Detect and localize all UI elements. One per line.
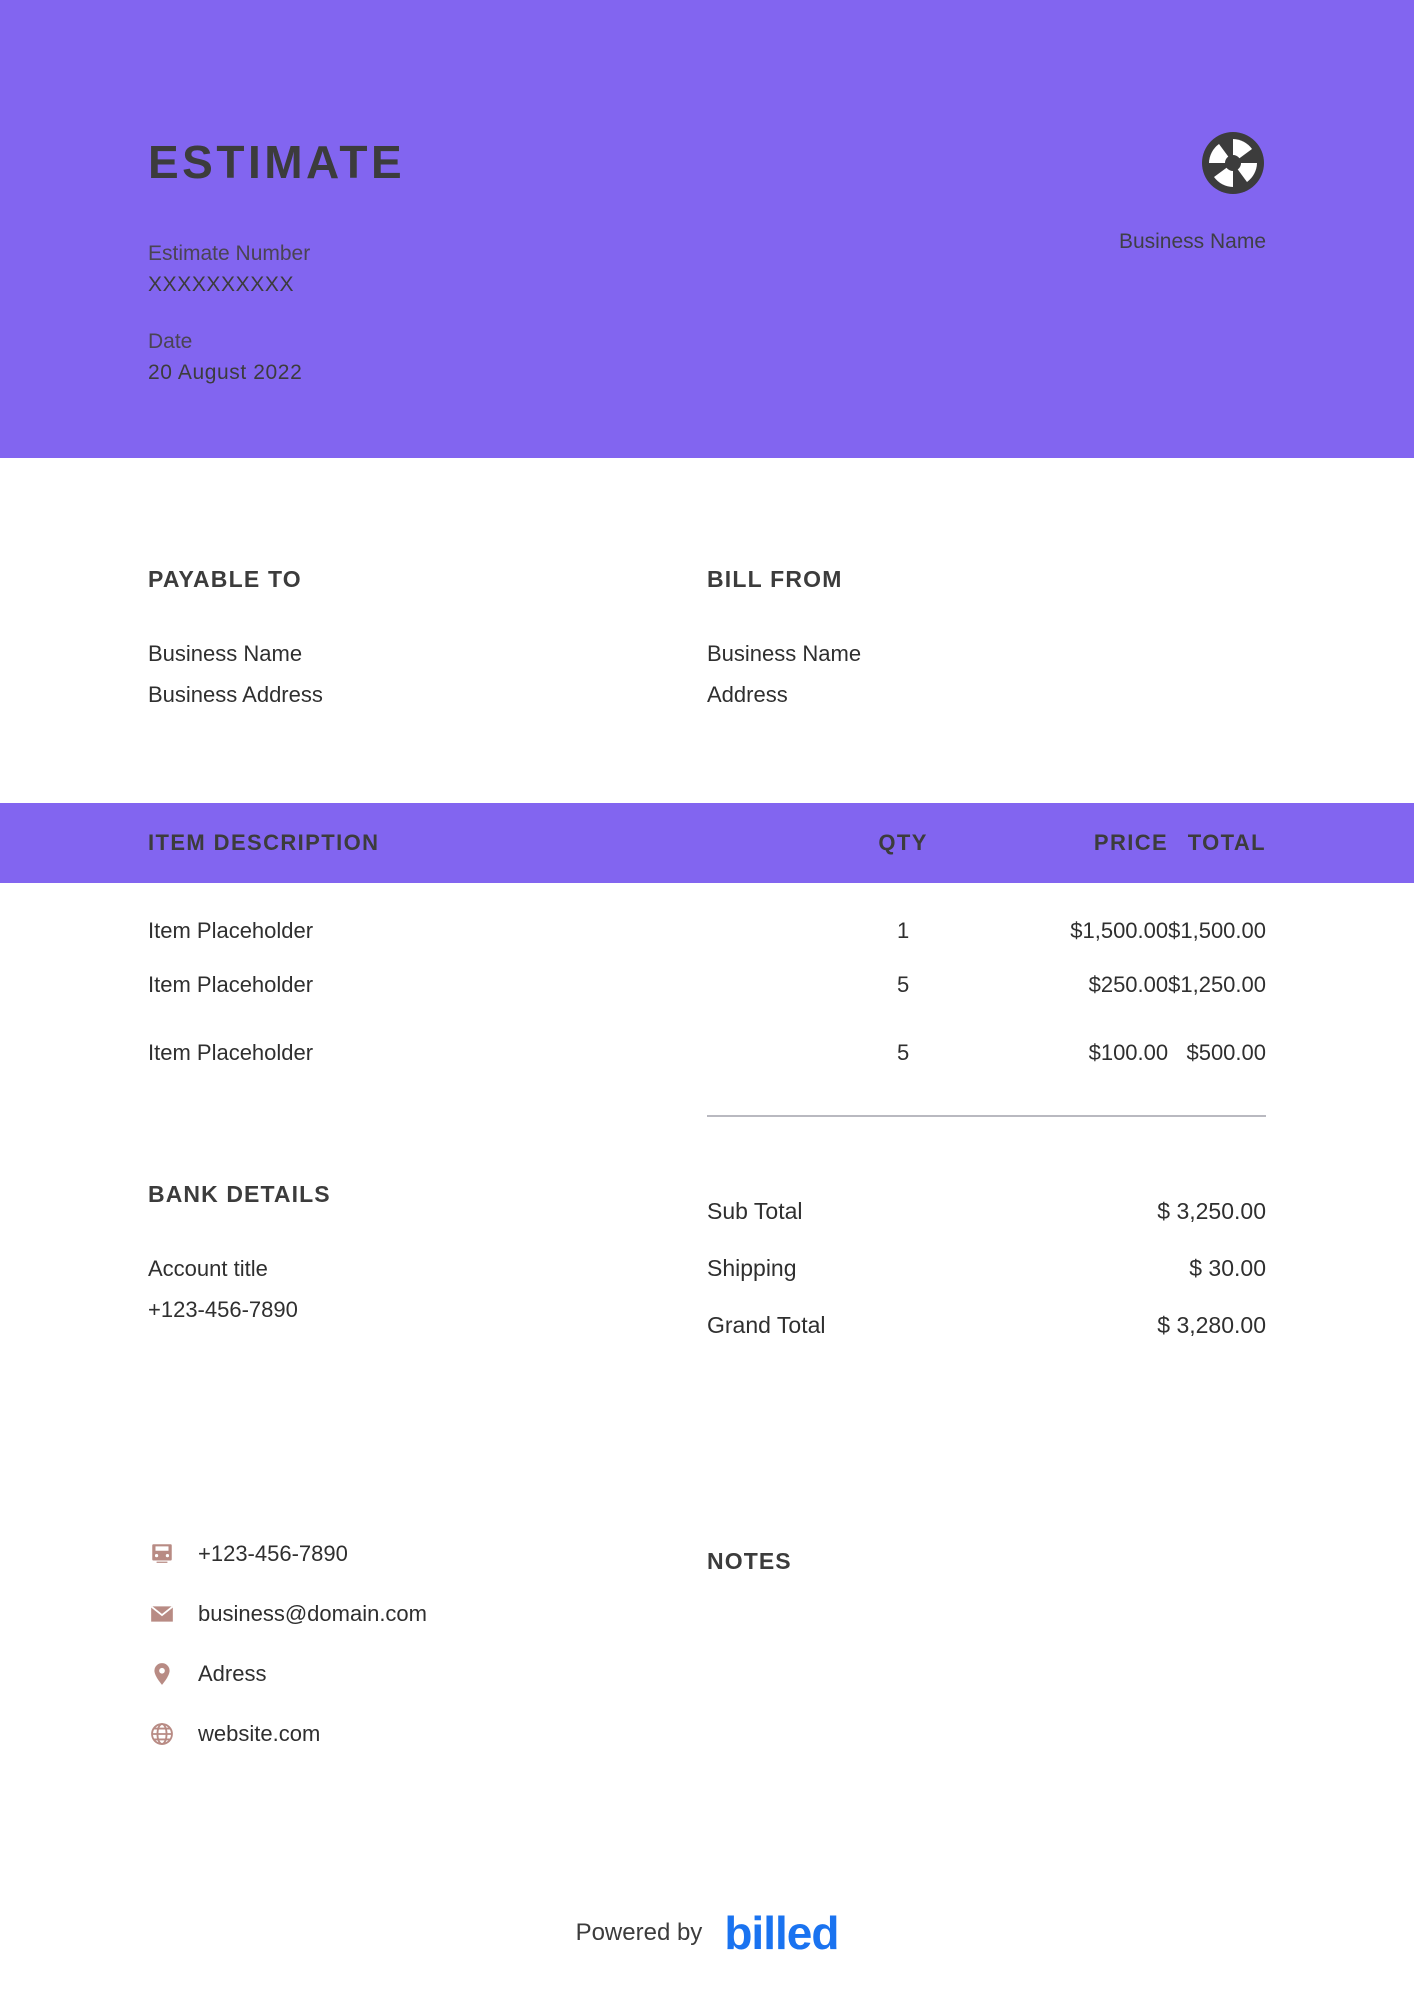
date-block [148,326,310,388]
cell-price: $250.00 [1088,972,1169,997]
cell-total: $500.00 [1186,1040,1266,1065]
cell-price: $100.00 [1088,1040,1169,1065]
grand-total-label: Grand Total [707,1312,826,1338]
bank-details-line-2: +123-456-7890 [148,1297,298,1322]
cell-qty: 5 [897,972,910,997]
header-meta [148,238,310,414]
cell-description: Item Placeholder [148,918,314,943]
totals-divider [707,1115,1266,1117]
table-row [0,951,1414,1019]
cell-qty: 5 [897,1040,910,1065]
contact-item-address [148,1660,647,1688]
estimate-number-value: XXXXXXXXXX [148,273,295,296]
billed-logo: billed [724,1907,839,1959]
cell-description: Item Placeholder [148,972,314,997]
bank-details-line-1: Account title [148,1256,268,1281]
lower-section [0,1115,1414,1354]
notes-block [707,1540,1266,1780]
contact-item-email [148,1600,647,1628]
bill-from-line-2: Address [707,682,788,707]
payable-to-line-1: Business Name [148,641,303,666]
cell-price: $1,500.00 [1070,918,1169,943]
contact-item-website [148,1720,647,1748]
table-row [0,883,1414,951]
subtotal-value: $ 3,250.00 [1157,1198,1266,1224]
totals-row-shipping [707,1240,1266,1297]
contact-notes-section [0,1540,1414,1780]
phone-icon [148,1540,176,1568]
parties-section [0,458,1414,715]
estimate-number-block [148,238,310,300]
column-header-total: TOTAL [1168,803,1414,883]
date-label: Date [148,330,193,353]
cell-description: Item Placeholder [148,1040,314,1065]
footer [0,1907,1414,1959]
contact-phone-text: +123-456-7890 [198,1541,348,1566]
page-title: ESTIMATE [148,136,406,188]
shipping-value: $ 30.00 [1189,1255,1266,1281]
bill-from-block [707,566,1266,715]
cell-qty: 1 [897,918,910,943]
estimate-number-label: Estimate Number [148,242,311,265]
payable-to-line-2: Business Address [148,682,323,707]
items-table-body [0,883,1414,1087]
envelope-icon [148,1600,176,1628]
column-header-qty: QTY [828,803,978,883]
brand-business-name: Business Name [1118,230,1266,253]
document-header [0,0,1414,458]
cell-total: $1,250.00 [1168,972,1266,997]
totals-row-grand-total [707,1297,1266,1354]
globe-icon [148,1720,176,1748]
contact-item-phone [148,1540,647,1568]
brand-block [1119,130,1266,254]
contact-email-text: business@domain.com [198,1601,427,1626]
cell-total: $1,500.00 [1168,918,1266,943]
contact-address-text: Adress [198,1661,267,1686]
bill-from-heading: BILL FROM [707,566,843,592]
location-pin-icon [148,1660,176,1688]
payable-to-heading: PAYABLE TO [148,566,302,592]
totals-block [707,1115,1266,1354]
subtotal-label: Sub Total [707,1198,803,1224]
grand-total-value: $ 3,280.00 [1157,1312,1266,1338]
bank-details-heading: BANK DETAILS [148,1181,331,1207]
items-table-header-row [0,803,1414,883]
column-header-price: PRICE [978,803,1168,883]
bill-from-line-1: Business Name [707,641,862,666]
aperture-icon [1200,130,1266,196]
items-table-wrap [0,803,1414,1087]
column-header-description: ITEM DESCRIPTION [0,803,828,883]
bank-details-block [148,1115,707,1354]
shipping-label: Shipping [707,1255,797,1281]
items-table [0,803,1414,1087]
contact-website-text: website.com [198,1721,321,1746]
totals-row-subtotal [707,1183,1266,1240]
date-value: 20 August 2022 [148,361,303,384]
table-row [0,1019,1414,1087]
contact-list [148,1540,707,1780]
payable-to-block [148,566,707,715]
powered-by-label: Powered by [575,1919,703,1946]
items-table-head [0,803,1414,883]
notes-heading: NOTES [707,1548,792,1574]
